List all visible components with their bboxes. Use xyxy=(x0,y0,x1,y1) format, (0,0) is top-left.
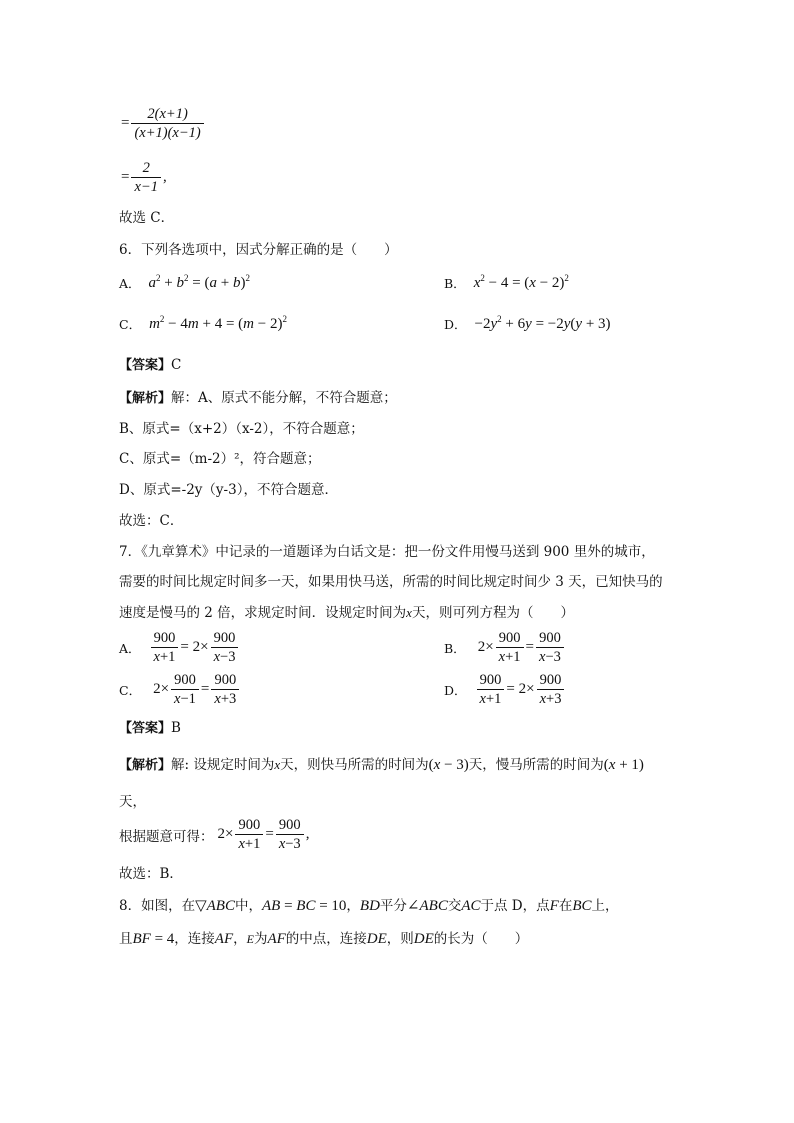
option-formula: $-2y^2 + 6y = -2y(y + 3)$ xyxy=(474,313,611,332)
segment-bd: BD xyxy=(359,898,380,914)
answer-value: C xyxy=(171,357,182,373)
point-e: E xyxy=(246,932,254,946)
segment-de: DE xyxy=(366,931,387,947)
option-formula: $\frac{900}{x+1}$ = 2× $\frac{900}{x-3}$ xyxy=(151,629,239,666)
variable-x: x xyxy=(274,757,281,772)
q8-stem-line-1: 8．如图，在▽ABC中，AB = BC = 10，BD平分∠ABC交AC于点 D，点F在BC上， xyxy=(119,898,619,914)
q7-equation: 根据题意可得： 2× $\frac{900}{x+1}$ = $\frac{900}{x-3}$ , xyxy=(119,817,310,852)
q7-analysis-line-2: 天， xyxy=(119,794,146,810)
fraction xyxy=(131,105,203,142)
analysis-tag: 【解析】 xyxy=(119,391,172,406)
analysis-tag: 【解析】 xyxy=(119,758,172,773)
expr-bf: BF = 4 xyxy=(132,931,175,947)
simplification-step-1 xyxy=(119,105,204,142)
q6-option-c xyxy=(119,315,287,333)
q5-conclusion: 故选 C． xyxy=(119,210,175,226)
q7-option-a xyxy=(119,629,238,666)
q6-option-a xyxy=(119,274,250,292)
q7-option-d xyxy=(444,671,564,708)
segment-af: AF xyxy=(214,931,234,947)
segment-de-2: DE xyxy=(413,931,434,947)
q7-conclusion: 故选：B． xyxy=(119,866,183,882)
option-formula: $m^2 - 4m + 4 = (m - 2)^2$ xyxy=(149,313,287,332)
analysis-text: 解：A、原式不能分解，不符合题意； xyxy=(171,390,397,406)
option-label: B． xyxy=(444,640,466,656)
expr-x-plus-1: (x + 1) xyxy=(603,757,644,773)
option-formula: 2× $\frac{900}{x-1}$ = $\frac{900}{x+3}$ xyxy=(151,671,239,708)
q7-answer xyxy=(119,717,181,736)
denominator: (x+1)(x−1) xyxy=(131,123,203,142)
q6-answer xyxy=(119,354,181,373)
variable-x: x xyxy=(406,605,412,620)
q6-option-d xyxy=(444,315,611,333)
q8-stem-line-2: 且BF = 4，连接AF，E为AF的中点，连接DE，则DE的长为（ ） xyxy=(119,931,529,947)
denominator: x−1 xyxy=(131,177,160,196)
q6-stem: 6．下列各选项中，因式分解正确的是（ ） xyxy=(119,242,398,258)
q6-option-b xyxy=(444,274,569,292)
answer-value: B xyxy=(171,720,181,736)
option-formula: 2× $\frac{900}{x+1}$ = $\frac{900}{x-3}$ xyxy=(476,629,564,666)
equals-sign: = xyxy=(121,169,130,185)
q6-analysis-line-4: D、原式=-2y（y-3），不符合题意． xyxy=(119,482,338,498)
q6-analysis-line-3: C、原式=（m-2）²，符合题意； xyxy=(119,451,321,467)
option-formula: $a^2 + b^2 = (a + b)^2$ xyxy=(148,272,250,291)
option-label: C． xyxy=(119,682,142,698)
fraction xyxy=(131,159,160,196)
q7-analysis-line-1: 【解析】解: 设规定时间为x天，则快马所需的时间为(x − 3)天，慢马所需的时间为(x + 1) xyxy=(119,757,644,773)
equals-sign: = xyxy=(121,115,130,131)
option-formula: $x^2 - 4 = (x - 2)^2$ xyxy=(473,272,569,291)
angle-abc: ∠ABC xyxy=(406,898,448,914)
q7-stem-line-2: 需要的时间比规定时间多一天，如果用快马送，所需的时间比规定时间少 3 天，已知快马的 xyxy=(119,574,663,590)
option-label: A． xyxy=(119,640,141,656)
q7-stem-line-1: 7．《九章算术》中记录的一道题译为白话文是：把一份文件用慢马送到 900 里外的城市， xyxy=(119,544,655,560)
q7-stem-line-3: 速度是慢马的 2 倍，求规定时间．设规定时间为x天，则可列方程为（ ） xyxy=(119,605,574,621)
option-label: B． xyxy=(444,276,466,291)
option-label: D． xyxy=(444,317,467,332)
comma: , xyxy=(162,169,167,185)
option-label: D． xyxy=(444,682,467,698)
segment-af-2: AF xyxy=(267,931,286,947)
triangle-abc: ▽ABC xyxy=(195,898,235,914)
numerator: 2 xyxy=(142,160,150,176)
expr-x-minus-3: (x − 3) xyxy=(428,757,469,773)
q6-conclusion: 故选：C． xyxy=(119,513,184,529)
option-label: A． xyxy=(119,276,141,291)
numerator: 2(x+1) xyxy=(147,106,188,122)
simplification-step-2 xyxy=(119,159,169,196)
answer-tag: 【答案】 xyxy=(119,721,172,736)
option-formula: $\frac{900}{x+1}$ = 2× $\frac{900}{x+3}$ xyxy=(477,671,565,708)
expr-ab-bc: AB = BC = 10 xyxy=(261,898,347,914)
q7-option-c xyxy=(119,671,239,708)
q6-analysis-line-1 xyxy=(119,386,397,406)
option-label: C． xyxy=(119,317,142,332)
segment-bc: BC xyxy=(572,898,592,914)
q6-analysis-line-2: B、原式=（x+2）（x-2），不符合题意； xyxy=(119,421,364,437)
segment-ac: AC xyxy=(461,898,481,914)
answer-tag: 【答案】 xyxy=(119,358,172,373)
point-f: F xyxy=(549,898,559,914)
q7-option-b xyxy=(444,629,564,666)
